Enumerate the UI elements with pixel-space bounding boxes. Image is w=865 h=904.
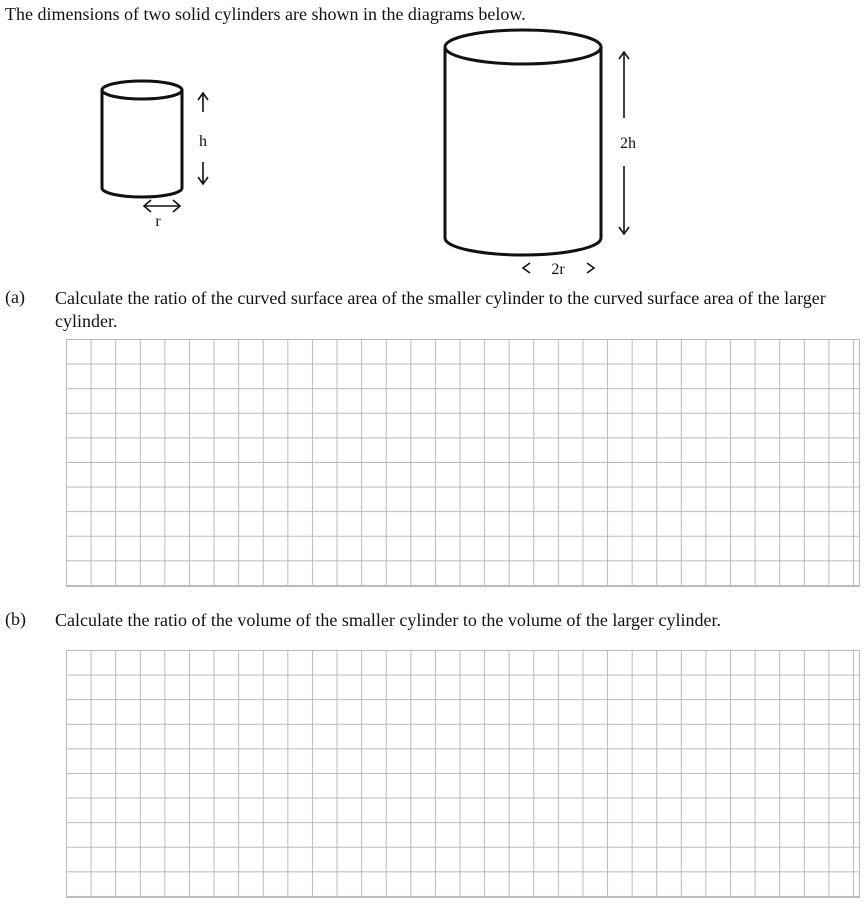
- large-height-label: 2h: [620, 135, 636, 152]
- small-cylinder: [102, 81, 182, 197]
- large-cylinder: [445, 30, 601, 255]
- cylinders-diagram: [0, 0, 865, 285]
- small-height-label: h: [199, 133, 207, 150]
- question-a-text: Calculate the ratio of the curved surface area of the smaller cylinder to the curved surface area of the larger cylinder.: [55, 288, 826, 331]
- question-b-label: (b): [5, 609, 26, 629]
- small-radius-label: r: [155, 213, 161, 230]
- small-radius-arrow: [144, 200, 180, 212]
- large-radius-label: 2r: [551, 261, 565, 278]
- answer-grid-a[interactable]: [66, 339, 860, 587]
- answer-grid-b[interactable]: [66, 650, 860, 898]
- question-a-label: (a): [5, 287, 25, 307]
- intro-text: The dimensions of two solid cylinders are shown in the diagrams below.: [5, 4, 526, 24]
- question-b-text: Calculate the ratio of the volume of the smaller cylinder to the volume of the larger cylinder.: [55, 610, 721, 630]
